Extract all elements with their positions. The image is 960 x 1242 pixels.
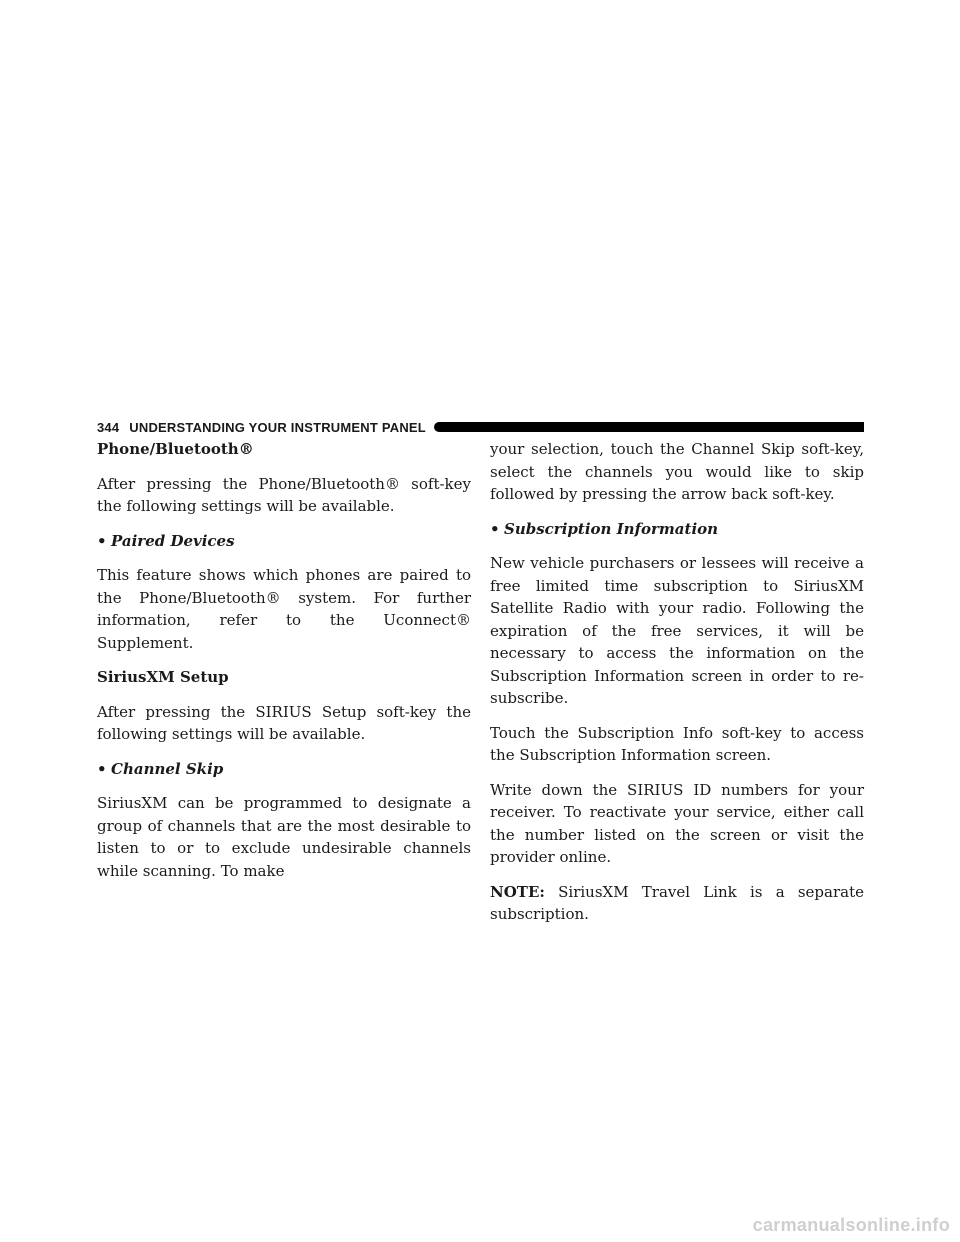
channel-skip-label: Channel Skip [111, 759, 224, 778]
page-header [97, 418, 864, 436]
right-column [490, 438, 864, 938]
note-text: SiriusXM Travel Link is a separate subscription. [490, 882, 864, 923]
section-title: UNDERSTANDING YOUR INSTRUMENT PANEL [129, 419, 426, 435]
watermark: carmanualsonline.info [752, 1215, 950, 1235]
subscription-info-text: New vehicle purchasers or lessees will receive a free limited time subscription to SiriusXM Satellite Radio with your radio. Following the expiration of the free services, it will be necessary to access the information on the Subscription Information screen in order to re-subscribe. [490, 554, 864, 707]
channel-skip-bullet [97, 758, 471, 781]
note-label: NOTE: [490, 882, 545, 901]
paired-devices-text: This feature shows which phones are paired to the Phone/Bluetooth® system. For further information, refer to the Uconnect® Supplement. [97, 566, 471, 652]
siriusxm-setup-heading: SiriusXM Setup [97, 668, 229, 686]
bullet-icon: • [97, 759, 107, 778]
channel-skip-continued: your selection, touch the Channel Skip soft-key, select the channels you would like to skip followed by pressing the arrow back soft-key. [490, 440, 864, 503]
page-number: 344 [97, 419, 120, 435]
subscription-info-bullet [490, 518, 864, 541]
header-rule [434, 422, 864, 432]
subscription-info-label: Subscription Information [504, 519, 719, 538]
note-paragraph [490, 881, 864, 926]
phone-bluetooth-intro: After pressing the Phone/Bluetooth® soft-key the following settings will be available. [97, 474, 471, 515]
sirius-id-text: Write down the SIRIUS ID numbers for your receiver. To reactivate your service, either call the number listed on the screen or visit the provider online. [490, 780, 864, 866]
subscription-touch-text: Touch the Subscription Info soft-key to access the Subscription Information screen. [490, 723, 864, 764]
channel-skip-text: SiriusXM can be programmed to designate a group of channels that are the most desirable to listen to or to exclude undesirable channels while scanning. To make [97, 794, 471, 880]
bullet-icon: • [97, 531, 107, 550]
siriusxm-setup-intro: After pressing the SIRIUS Setup soft-key the following settings will be available. [97, 702, 471, 743]
paired-devices-bullet [97, 530, 471, 553]
bullet-icon: • [490, 519, 500, 538]
paired-devices-label: Paired Devices [111, 531, 235, 550]
phone-bluetooth-heading: Phone/Bluetooth® [97, 440, 254, 458]
left-column [97, 438, 471, 894]
